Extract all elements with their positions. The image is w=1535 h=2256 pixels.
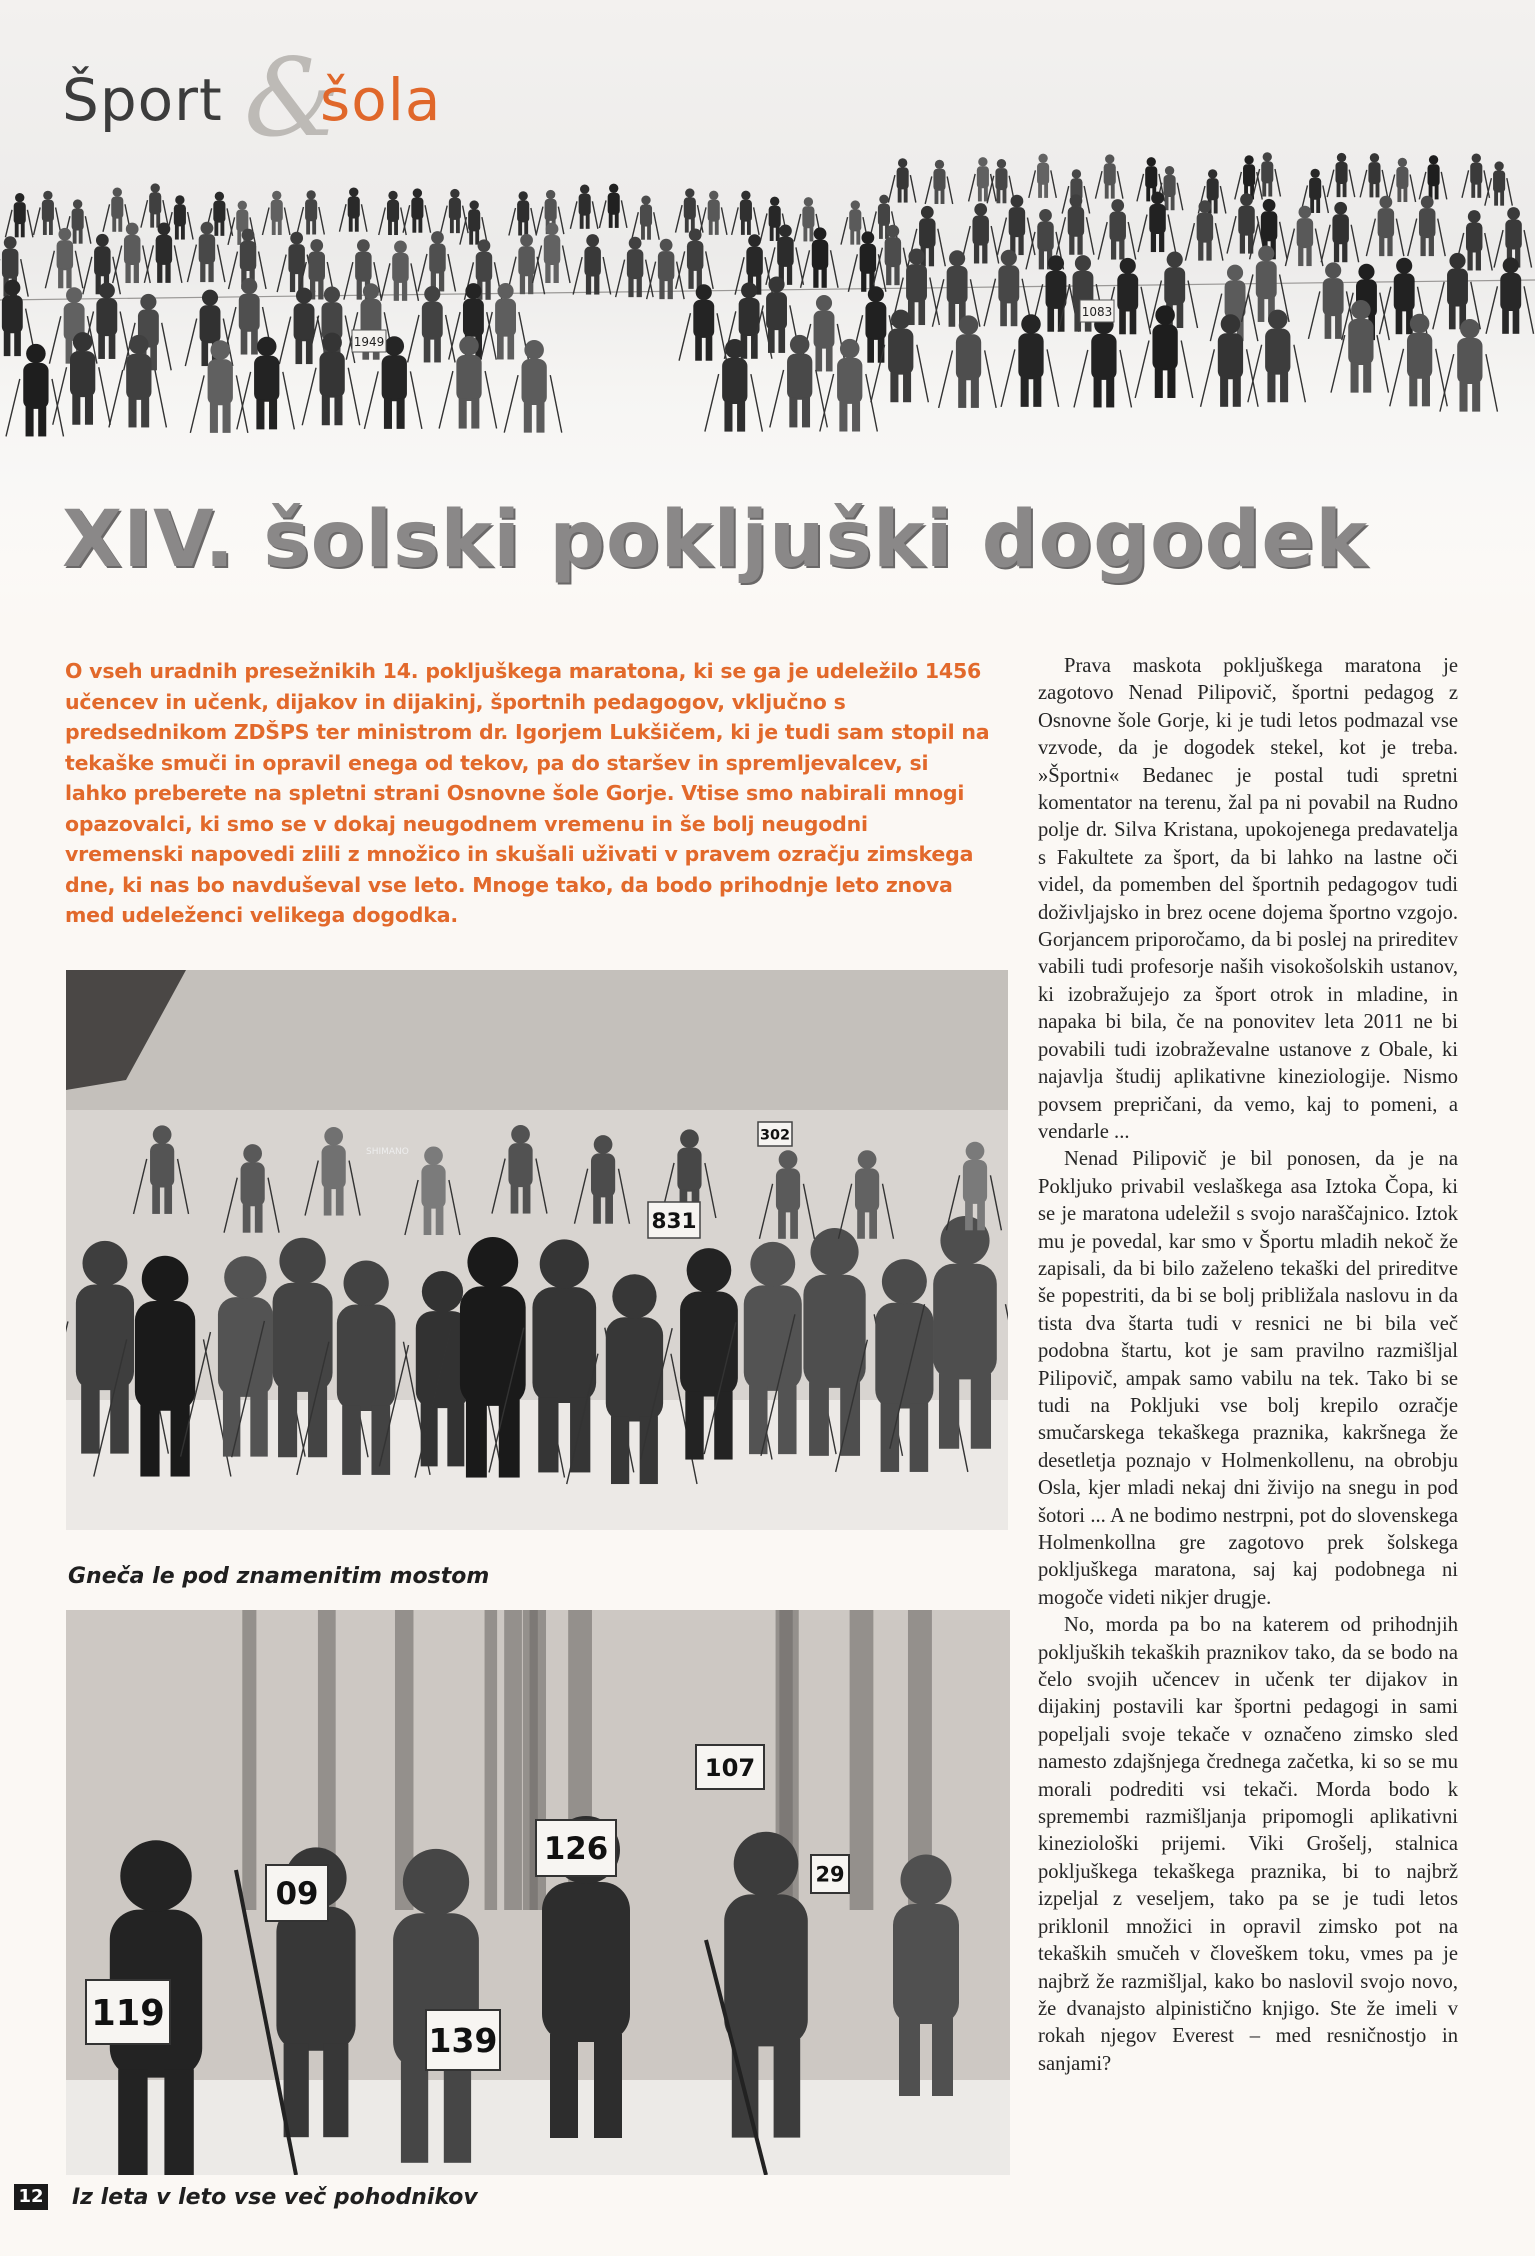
photo-caption-1: Gneča le pod znamenitim mostom bbox=[68, 1564, 490, 1589]
hikers-illustration bbox=[66, 1610, 1010, 2175]
bib-number-text: 831 bbox=[651, 1208, 697, 1234]
article-paragraph: Nenad Pilipovič je bil ponosen, da je na Pokljuko privabil veslaškega asa Iztoka Čopa, ki se je maratona udeležil s svojo naraščajnico. Iztok mu je povedal, kar smo v Športu mladih nekoč že zapisali, da bi bilo zaželeno tekaški del prireditve še popestriti, da bi se bolj približala naslovu in da tista dva štarta tudi v resnici ne bi bila več podobna štartu, kot je sam pravilno razmišljal Pilipovič, ampak samo vabilu na tek. Tako bi se tudi na Pokljuki vse bolj krepilo ozračje smučarskega tekaškega praznika, kakršnega že desetletja poznajo v Holmenkollenu, na obrobju Osla, kjer mladi nekaj dni živijo na snegu in pod šotori ... A ne bodimo nestrpni, pot do slovenskega Holmenkollna gre zagotovo prek šolskega pokljuškega maratona, saj kaj podobnega ni mogoče videti nikjer drugje. bbox=[1038, 1148, 1458, 1609]
photo-hikers-in-forest bbox=[66, 1610, 1010, 2175]
bib-number-text: 139 bbox=[428, 2021, 498, 2060]
photo-crowd-under-bridge bbox=[66, 970, 1008, 1530]
bib-number-text: 09 bbox=[275, 1876, 319, 1913]
article-title: XIV. šolski pokljuški dogodek bbox=[62, 495, 1369, 585]
bib-number-text: 1949 bbox=[353, 335, 385, 349]
cap-logo-text: SHIMANO bbox=[366, 1147, 409, 1157]
skiers-start-illustration bbox=[66, 970, 1008, 1530]
article-lead: O vseh uradnih presežnikih 14. pokljuškega maratona, ki se ga je udeležilo 1456 učencev in učenk, dijakov in dijakinj, športnih pedagogov, vključno s predsednikom ZDŠPS ter ministrom dr. Igorjem Lukšičem, ki je tudi sam stopil na tekaške smuči in opravil enega od tekov, pa do staršev in spremljevalcev, si lahko preberete na spletni strani Osnovne šole Gorje. Vtise smo nabirali mnogi opazovalci, ki smo se v dokaj neugodnem vremenu in še bolj neugodni vremenski napovedi zlili z množico in skušali uživati v pravem ozračju zimskega dne, ki nas bo navduševal vse leto. Mnoge tako, da bodo prihodnje leto znova med udeleženci velikega dogodka. bbox=[65, 659, 990, 927]
bib-number-text: 119 bbox=[91, 1992, 165, 2034]
section-rubric bbox=[62, 28, 502, 161]
bib-number-text: 126 bbox=[543, 1831, 609, 1868]
bib-number-text: 29 bbox=[815, 1862, 845, 1887]
bib-number-text: 1083 bbox=[1081, 305, 1113, 319]
bib-number-text: 302 bbox=[759, 1127, 791, 1144]
rubric-sola: šola bbox=[320, 66, 442, 134]
bib-number-text: 107 bbox=[704, 1753, 756, 1782]
article-paragraph: No, morda pa bo na katerem od prihodnjih pokljuških tekaških praznikov tako, da se bodo na čelo svojih učencev in učenk ter dijakov in dijakinj postavili kar športni pedagogi in sami popeljali svoje tekače v označeno zimsko sled namesto zdajšnjega črednega začetka, ki so se mu morali podrediti vsi tekači. Morda bodo k spremembi razmišljanja pripomogli aplikativni kineziološki prijemi. Viki Grošelj, stalnica pokljuškega tekaškega praznika, bi to najbrž izpeljal z veseljem, tako pa se je tudi letos priklonil množici in opravil zimsko pot na tekaških smučeh v človeškem toku, vmes pa je najbrž že razmišljal, kako bo naslovil svojo novo, že dvanajsto alpinistično knjigo. Ste že imeli v rokah njegov Everest – med resničnostjo in sanjami? bbox=[1038, 1614, 1458, 2075]
article-body bbox=[1038, 653, 1458, 2078]
rubric-sport: Šport bbox=[62, 66, 223, 134]
article-paragraph: Prava maskota pokljuškega maratona je zagotovo Nenad Pilipovič, športni pedagog z Osnovne šole Gorje, ki je tudi letos podmazal vse vzvode, da je dogodek stekel, kot je treba. »Športni« Bedanec je postal tudi spretni komentator na terenu, žal pa ni povabil na Rudno polje dr. Silva Kristana, upokojenega predavatelja s Fakultete za šport, da bi lahko na lastne oči videl, da pomemben del športnih pedagogov tudi doživljajsko in brez ocene dojema športno vzgojo. Gorjancem priporočamo, da bi poslej na prireditev vabili tudi profesorje naših visokošolskih ustanov, ki izobražujejo za šport otrok in mladine, in napaka bi bila, če na ponovitev leta 2011 ne bi povabili tudi izobraževalne ustanove z Obale, ki najavlja študij aplikativne kineziologije. Nismo povsem prepričani, da vemo, kaj to pomeni, a vendarle ... bbox=[1038, 655, 1458, 1143]
header-photo bbox=[0, 0, 1535, 630]
photo-caption-2: Iz leta v leto vse več pohodnikov bbox=[72, 2185, 478, 2210]
rubric-ampersand: & bbox=[244, 36, 341, 161]
page-number: 12 bbox=[14, 2184, 48, 2210]
